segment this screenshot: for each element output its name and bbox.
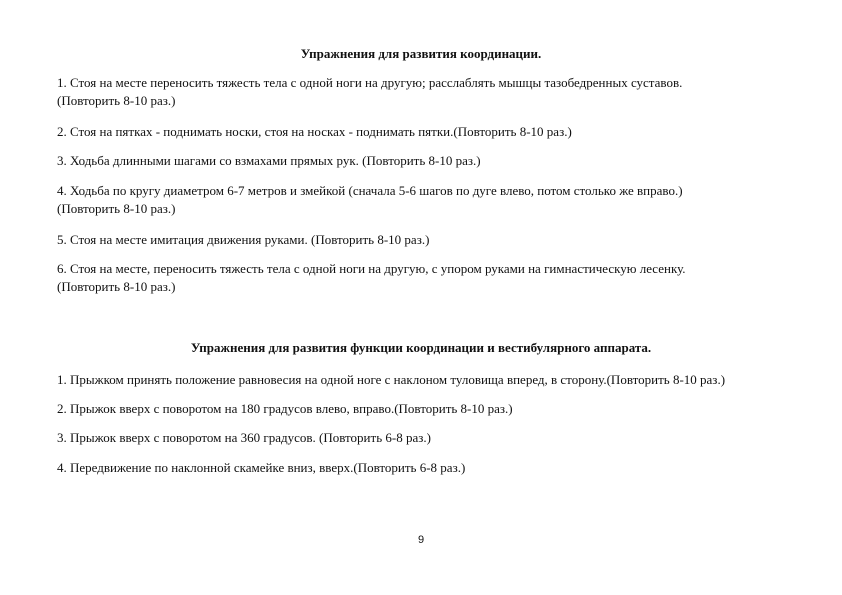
item-text: 3. Прыжок вверх с поворотом на 360 градусов. (Повторить 6-8 раз.) xyxy=(57,430,431,445)
item-text: 4. Ходьба по кругу диаметром 6-7 метров и змейкой (сначала 5-6 шагов по дуге влево, потом столько же вправо.) xyxy=(57,183,683,198)
section1-item-1 xyxy=(57,74,797,110)
section2-item-1 xyxy=(57,371,797,389)
item-text: 1. Прыжком принять положение равновесия на одной ноге с наклоном туловища вперед, в сторону.(Повторить 8-10 раз.) xyxy=(57,372,726,387)
item-text: 5. Стоя на месте имитация движения руками. (Повторить 8-10 раз.) xyxy=(57,232,430,247)
item-text: 2. Стоя на пятках - поднимать носки, стоя на носках - поднимать пятки.(Повторить 8-10 раз.) xyxy=(57,124,572,139)
item-text: 1. Стоя на месте переносить тяжесть тела с одной ноги на другую; расслаблять мышцы тазобедренных суставов. xyxy=(57,75,683,90)
item-text-continued: (Повторить 8-10 раз.) xyxy=(57,93,176,108)
item-text: 2. Прыжок вверх с поворотом на 180 градусов влево, вправо.(Повторить 8-10 раз.) xyxy=(57,401,513,416)
page-number: 9 xyxy=(417,534,425,546)
section1-item-4 xyxy=(57,182,797,218)
item-text-continued: (Повторить 8-10 раз.) xyxy=(57,201,176,216)
section2-item-4 xyxy=(57,459,797,477)
section2-item-3 xyxy=(57,429,797,447)
section1-item-5 xyxy=(57,231,797,249)
item-text: 4. Передвижение по наклонной скамейке вниз, вверх.(Повторить 6-8 раз.) xyxy=(57,460,466,475)
item-text: 6. Стоя на месте, переносить тяжесть тела с одной ноги на другую, с упором руками на гимнастическую лесенку. xyxy=(57,261,686,276)
section1-item-2 xyxy=(57,123,797,141)
section1-item-6 xyxy=(57,260,797,296)
item-text-continued: (Повторить 8-10 раз.) xyxy=(57,279,176,294)
section1-title: Упражнения для развития координации. xyxy=(300,46,542,61)
item-text: 3. Ходьба длинными шагами со взмахами прямых рук. (Повторить 8-10 раз.) xyxy=(57,153,481,168)
section2-title: Упражнения для развития функции координации и вестибулярного аппарата. xyxy=(190,340,652,355)
section2-item-2 xyxy=(57,400,797,418)
section1-item-3 xyxy=(57,152,797,170)
